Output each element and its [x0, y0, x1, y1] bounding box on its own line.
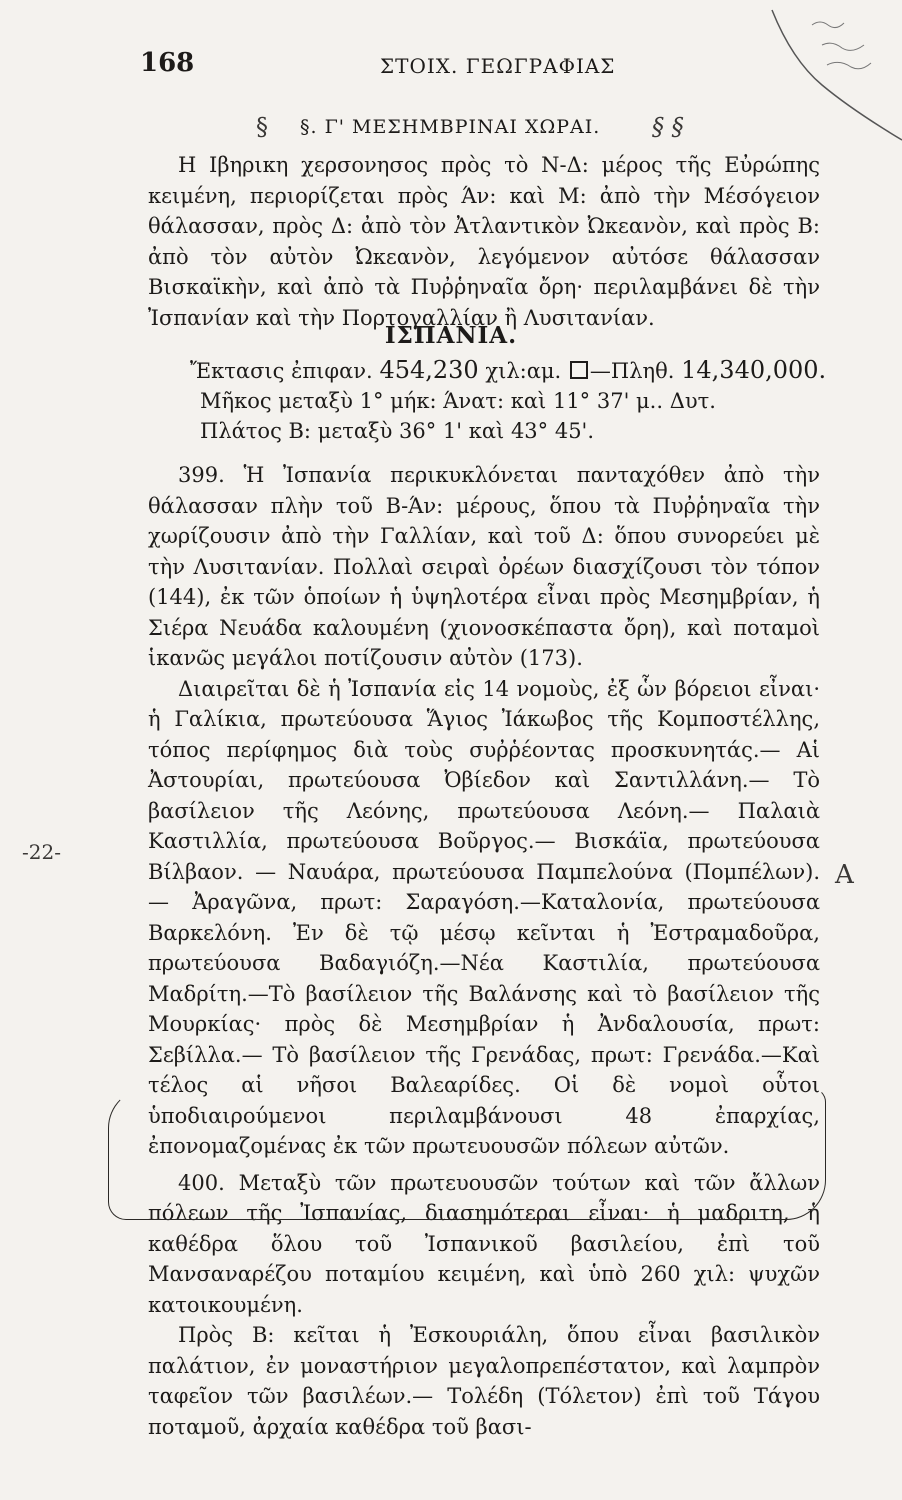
population-value: 14,340,000. [681, 356, 827, 384]
stats-length-line: Μῆκος μεταξὺ 1° μήκ: Άνατ: καὶ 11° 37' μ.. Δυτ. [200, 389, 716, 413]
stats-width-line: Πλάτος Β: μεταξὺ 36° 1' καὶ 43° 45'. [200, 419, 595, 443]
intro-paragraph [148, 150, 820, 333]
running-title: ΣΤΟΙΧ. ΓΕΩΓΡΑΦΙΑΣ [380, 54, 616, 78]
page-number: 168 [140, 48, 195, 78]
handwritten-section-mark-left: § [256, 113, 268, 141]
paragraph-divisions: Διαιρεῖται δὲ ἡ Ἰσπανία εἰς 14 νομοὺς, ἐξ ὧν βόρειοι εἶναι· ἡ Γαλίκια, πρωτεύουσα Ἅγιος Ἰάκωβος τῆς Κομποστέλλης, τόπος περίφημος διὰ τοὺς συῤῥέοντας προσκυνητάς.— Αἱ Ἀστουρίαι, πρωτεύουσα Ὀβίεδον καὶ Σαντιλλάνη.— Τὸ βασίλειον τῆς Λεόνης, πρωτεύουσα Λεόνη.— Παλαιὰ Καστιλλία, πρωτεύουσα Βοῦργος.— Βισκάϊα, πρωτεύουσα Βίλβαον. — Ναυάρα, πρωτεύουσα Παμπελούνα (Πομπέλων). — Ἀραγῶνα, πρωτ: Σαραγόση.—Καταλονία, πρωτεύουσα Βαρκελόνη. Ἐν δὲ τῷ μέσῳ κεῖνται ἡ Ἐστραμαδοῦρα, πρωτεύουσα Βαδαγιόζη.—Νέα Καστιλία, πρωτεύουσα Μαδρίτη.—Τὸ βασίλειον τῆς Βαλάνσης καὶ τὸ βασίλειον τῆς Μουρκίας· πρὸς δὲ Μεσημβρίαν ἡ Ἀνδαλουσία, πρωτ: Σεβίλλα.— Τὸ βασίλειον τῆς Γρενάδας, πρωτ: Γρενάδα.—Καὶ τέλος αἱ νῆσοι Βαλεαρίδες. Οἱ δὲ νομοὶ οὗτοι ὑποδιαιρούμενοι περιλαμβάνουσι 48 ἐπαρχίας, ἐπονομαζομένας ἐκ τῶν πρωτευουσῶν πόλεων αὐτῶν. [148, 676, 820, 1158]
handwritten-section-mark-right: § § [652, 113, 684, 141]
page-header [140, 48, 780, 88]
area-value: 454,230 [379, 356, 479, 384]
paragraph-399: 399. Ἡ Ἰσπανία περικυκλόνεται πανταχόθεν ἀπὸ τὴν θάλασσαν πλὴν τοῦ Β-Άν: μέρους, ὅπου τὰ Πυῤῥηναῖα τὴν χωρίζουσιν ἀπὸ τὴν Γαλλίαν, καὶ τοῦ Δ: ὅπου συνορεύει μὲ τὴν Λυσιτανίαν. Πολλαὶ σειραὶ ὀρέων διασχίζουσι τὸν τόπον (144), ἐκ τῶν ὁποίων ἡ ὑψηλοτέρα εἶναι πρὸς Μεσημβρίαν, ἡ Σιέρα Νευάδα καλουμένη (χιονοσκέπαστα ὄρη), καὶ ποταμοὶ ἱκανῶς μεγάλοι ποτίζουσιν αὐτὸν (173). [148, 463, 820, 670]
spain-stats [190, 355, 826, 446]
area-unit: χιλ:αμ. [485, 359, 562, 383]
main-text [148, 460, 820, 1442]
paragraph-400: 400. Μεταξὺ τῶν πρωτευουσῶν τούτων καὶ τῶν ἄλλων πόλεων τῆς Ἰσπανίας, διασημότεραι εἶναι· ἡ μαδριτη, ἡ καθέδρα ὅλου τοῦ Ἰσπανικοῦ βασιλείου, ἐπὶ τοῦ Μανσαναρέζου ποταμίου κειμένη, καὶ ὑπὸ 260 χιλ: ψυχῶν κατοικουμένη. [148, 1170, 820, 1317]
spain-heading: ΙΣΠΑΝΙΑ. [384, 322, 518, 349]
square-symbol-icon [570, 361, 588, 379]
paragraph-escorial: Πρὸς Β: κεῖται ἡ Ἐσκουριάλη, ὅπου εἶναι βασιλικὸν παλάτιον, ἐν μοναστήριον μεγαλοπρεπέστατον, καὶ λαμπρὸν ταφεῖον τῶν βασιλέων.— Τολέδη (Τόλετον) ἐπὶ τοῦ Τάγου ποταμοῦ, ἀρχαία καθέδρα τοῦ βασι- [148, 1323, 820, 1439]
margin-mark-left: -22- [22, 840, 61, 864]
margin-mark-right: A [835, 860, 854, 890]
area-label: Ἔκτασις ἐπιφαν. [190, 359, 373, 383]
section-heading: §. Γ' ΜΕΣΗΜΒΡΙΝΑΙ ΧΩΡΑΙ. [300, 116, 601, 138]
stats-area-line: Ἔκτασις ἐπιφαν. 454,230 χιλ:αμ. —Πληθ. 14,340,000. [190, 356, 827, 384]
population-label: Πληθ. [610, 359, 675, 383]
intro-text: Η Ιβηρικη χερσονησος πρὸς τὸ Ν-Δ: μέρος τῆς Εὐρώπης κειμένη, περιορίζεται πρὸς Άν: καὶ Μ: ἀπὸ τὴν Μέσόγειον θάλασσαν, πρὸς Δ: ἀπὸ τὸν Ἀτλαντικὸν Ὠκεανὸν, καὶ πρὸς Β: ἀπὸ τὸν αὐτὸν Ὠκεανὸν, λεγόμενον αὐτόσε θάλασσαν Βισκαϊκὴν, καὶ ἀπὸ τὰ Πυῤῥηναῖα ὄρη· περιλαμβάνει δὲ τὴν Ἰσπανίαν καὶ τὴν Πορτογαλλίαν ἢ Λυσιτανίαν. [148, 153, 820, 330]
